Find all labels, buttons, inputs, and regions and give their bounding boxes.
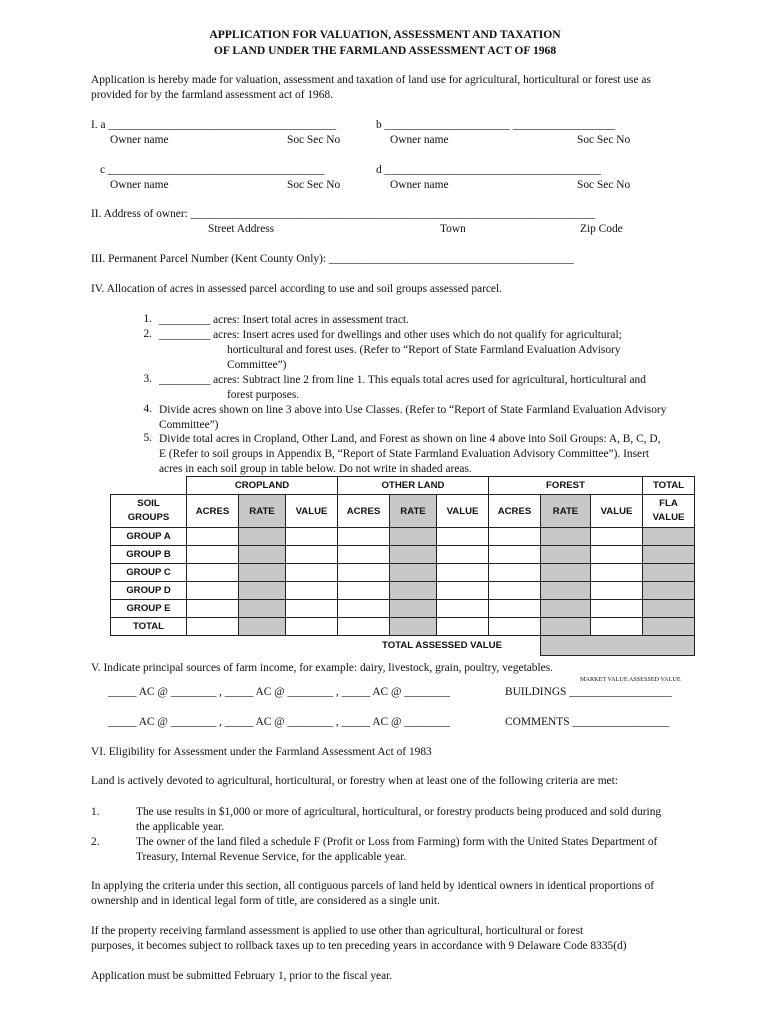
table-cell[interactable] <box>489 528 541 546</box>
income-acres-line-2[interactable]: _____ AC @ ________ , _____ AC @ ________ , _____ AC @ ________ <box>108 716 450 728</box>
zip-code-label: Zip Code <box>580 223 623 235</box>
table-cell <box>390 618 437 636</box>
table-cell[interactable] <box>437 528 489 546</box>
forest-header: FOREST <box>489 477 643 495</box>
row-label: GROUP B <box>111 546 187 564</box>
cropland-rate-header: RATE <box>239 495 286 528</box>
item-3-number: 3. <box>143 373 152 385</box>
table-cell <box>239 528 286 546</box>
comments-field[interactable]: COMMENTS _________________ <box>505 716 670 728</box>
forest-value-header: VALUE <box>591 495 643 528</box>
owner-address-field[interactable]: II. Address of owner: _______________________________________________________________________ <box>91 208 596 220</box>
table-cell[interactable] <box>286 600 338 618</box>
table-cell[interactable] <box>437 564 489 582</box>
table-cell[interactable] <box>338 528 390 546</box>
item-4-line-1: Divide acres shown on line 3 above into Use Classes. (Refer to “Report of State Farmland Evaluation Advisory <box>159 404 667 416</box>
forest-rate-header: RATE <box>541 495 591 528</box>
table-cell[interactable] <box>187 564 239 582</box>
buildings-field[interactable]: BUILDINGS __________________ <box>505 686 672 698</box>
row-label: GROUP A <box>111 528 187 546</box>
table-cell[interactable] <box>591 564 643 582</box>
income-acres-line-1[interactable]: _____ AC @ ________ , _____ AC @ ________ , _____ AC @ ________ <box>108 686 450 698</box>
table-cell[interactable] <box>591 600 643 618</box>
table-cell <box>541 546 591 564</box>
item-4-number: 4. <box>143 403 152 415</box>
cropland-acres-header: ACRES <box>187 495 239 528</box>
contiguous-line-1: In applying the criteria under this section, all contiguous parcels of land held by identical owners in identical proportions of <box>91 880 655 892</box>
table-cell <box>541 564 591 582</box>
section-5-heading: V. Indicate principal sources of farm income, for example: dairy, livestock, grain, poultry, vegetables. <box>91 662 554 674</box>
table-cell <box>541 528 591 546</box>
row-label: GROUP C <box>111 564 187 582</box>
table-cell[interactable] <box>338 618 390 636</box>
table-body <box>111 528 695 636</box>
table-cell <box>390 564 437 582</box>
item-3-line-2: forest purposes. <box>227 389 300 401</box>
soil-label: SOIL <box>137 498 160 509</box>
table-cell[interactable] <box>286 528 338 546</box>
form-title-line-1: APPLICATION FOR VALUATION, ASSESSMENT AND TAXATION <box>209 28 561 41</box>
table-cell[interactable] <box>591 582 643 600</box>
criteria-intro: Land is actively devoted to agricultural, horticultural, or forestry when at least one of the following criteria are met: <box>91 775 618 787</box>
table-cell <box>643 582 695 600</box>
item-2-text <box>159 328 729 373</box>
item-1-number: 1. <box>143 313 152 325</box>
item-2-number: 2. <box>143 328 152 340</box>
criteria-1-number: 1. <box>91 806 100 818</box>
table-corner <box>111 477 187 495</box>
section-6-heading: VI. Eligibility for Assessment under the Farmland Assessment Act of 1983 <box>91 746 432 758</box>
table-cell[interactable] <box>286 618 338 636</box>
table-cell <box>239 582 286 600</box>
item-2-line-2: horticultural and forest uses. (Refer to “Report of State Farmland Evaluation Advisory <box>227 344 621 356</box>
deadline-note: Application must be submitted February 1, prior to the fiscal year. <box>91 970 393 982</box>
intro-line-1: Application is hereby made for valuation, assessment and taxation of land use for agricultural, horticultural or forest use as <box>91 74 651 86</box>
owner-a-name-label: Owner name <box>110 134 169 146</box>
criteria-1-line-2: the applicable year. <box>136 821 225 833</box>
table-cell[interactable] <box>187 600 239 618</box>
table-cell[interactable] <box>437 600 489 618</box>
table-cell <box>541 618 591 636</box>
table-cell <box>239 546 286 564</box>
table-cell[interactable] <box>489 546 541 564</box>
owner-b-name-label: Owner name <box>390 134 449 146</box>
table-cell[interactable] <box>489 618 541 636</box>
table-cell[interactable] <box>437 546 489 564</box>
criteria-2-number: 2. <box>91 836 100 848</box>
cropland-value-header: VALUE <box>286 495 338 528</box>
table-cell <box>239 564 286 582</box>
other-rate-header: RATE <box>390 495 437 528</box>
owner-c-name-label: Owner name <box>110 179 169 191</box>
item-3-line-1: _________ acres: Subtract line 2 from line 1. This equals total acres used for agricultural, horticultural and <box>159 374 646 386</box>
owner-d-field[interactable]: d ______________________________________ <box>376 164 601 176</box>
parcel-number-field[interactable]: III. Permanent Parcel Number (Kent County Only): ___________________________________________ <box>91 253 574 265</box>
table-cell[interactable] <box>286 582 338 600</box>
item-2-line-1: _________ acres: Insert acres used for dwellings and other uses which do not qualify for agricultural; <box>159 329 622 341</box>
criteria-1-line-1: The use results in $1,000 or more of agricultural, horticultural, or forestry products being produced and sold during <box>136 806 662 818</box>
row-label: GROUP D <box>111 582 187 600</box>
total-assessed-value-cell[interactable] <box>541 636 695 656</box>
fla-value-header <box>643 495 695 528</box>
other-acres-header: ACRES <box>338 495 390 528</box>
table-row <box>111 546 695 564</box>
table-row <box>111 618 695 636</box>
rollback-line-2: purposes, it becomes subject to rollback taxes up to ten preceding years in accordance with 9 Delaware Code 8335(d) <box>91 940 627 952</box>
town-label: Town <box>440 223 466 235</box>
table-cell <box>390 582 437 600</box>
item-5-number: 5. <box>143 432 152 444</box>
table-cell[interactable] <box>591 528 643 546</box>
owner-b-ssn-label: Soc Sec No <box>577 134 631 146</box>
table-cell <box>643 564 695 582</box>
table-row <box>111 528 695 546</box>
item-3-text <box>159 373 729 403</box>
table-cell[interactable] <box>187 582 239 600</box>
table-cell[interactable] <box>338 600 390 618</box>
table-cell[interactable] <box>187 546 239 564</box>
table-cell <box>239 618 286 636</box>
fla-label: FLA <box>659 498 678 509</box>
fla-value-label: VALUE <box>652 512 685 523</box>
owner-a-field[interactable]: I. a ________________________________________ <box>91 119 337 131</box>
item-2-line-3: Committee”) <box>227 359 287 371</box>
owner-c-ssn-label: Soc Sec No <box>287 179 341 191</box>
other-land-header: OTHER LAND <box>338 477 489 495</box>
table-cell[interactable] <box>591 618 643 636</box>
table-cell <box>541 600 591 618</box>
owner-b-field[interactable]: b ______________________ __________________ <box>376 119 616 131</box>
owner-d-name-label: Owner name <box>390 179 449 191</box>
table-row <box>111 582 695 600</box>
item-5-line-1: Divide total acres in Cropland, Other Land, and Forest as shown on line 4 above into Soil Groups: A, B, C, D, <box>159 433 661 445</box>
table-cell[interactable] <box>338 564 390 582</box>
table-cell <box>541 582 591 600</box>
groups-label: GROUPS <box>127 512 170 523</box>
table-cell[interactable] <box>338 582 390 600</box>
table-cell[interactable] <box>338 546 390 564</box>
item-5-line-2: E (Refer to soil groups in Appendix B, “Report of State Farmland Evaluation Advisory Committee”). Insert <box>159 448 650 460</box>
forest-acres-header: ACRES <box>489 495 541 528</box>
intro-line-2: provided for by the farmland assessment act of 1968. <box>91 89 333 101</box>
criteria-2-line-2: Treasury, Internal Revenue Service, for the applicable year. <box>136 851 407 863</box>
table-cell[interactable] <box>437 582 489 600</box>
item-5-line-3: acres in each soil group in table below. Do not write in shaded areas. <box>159 463 472 475</box>
item-1-line: _________ acres: Insert total acres in assessment tract. <box>159 314 409 326</box>
table-cell <box>390 528 437 546</box>
owner-a-ssn-label: Soc Sec No <box>287 134 341 146</box>
table-cell[interactable] <box>187 618 239 636</box>
item-1-text <box>159 313 729 328</box>
other-value-header: VALUE <box>437 495 489 528</box>
item-4-line-2: Committee”) <box>159 419 219 431</box>
market-assessed-value-label: MARKET VALUE ASSESSED VALUE <box>580 676 681 683</box>
table-cell <box>390 546 437 564</box>
soil-groups-header <box>111 495 187 528</box>
table-cell <box>643 600 695 618</box>
table-cell[interactable] <box>591 546 643 564</box>
street-address-label: Street Address <box>208 223 275 235</box>
table-row <box>111 600 695 618</box>
table-cell[interactable] <box>489 564 541 582</box>
table-cell[interactable] <box>489 600 541 618</box>
section-4-heading: IV. Allocation of acres in assessed parcel according to use and soil groups assessed parcel. <box>91 283 502 295</box>
table-cell[interactable] <box>286 564 338 582</box>
owner-d-ssn-label: Soc Sec No <box>577 179 631 191</box>
owner-c-field[interactable]: c ______________________________________ <box>100 164 325 176</box>
table-cell <box>390 600 437 618</box>
table-cell <box>643 546 695 564</box>
item-4-text <box>159 403 729 433</box>
table-row <box>111 564 695 582</box>
form-title-line-2: OF LAND UNDER THE FARMLAND ASSESSMENT ACT OF 1968 <box>213 44 557 57</box>
table-cell[interactable] <box>187 528 239 546</box>
table-cell[interactable] <box>489 582 541 600</box>
cropland-header: CROPLAND <box>187 477 338 495</box>
total-header: TOTAL <box>643 477 695 495</box>
row-label: GROUP E <box>111 600 187 618</box>
contiguous-line-2: ownership and in identical legal form of title, are considered as a single unit. <box>91 895 440 907</box>
criteria-2-line-1: The owner of the land filed a schedule F (Profit or Loss from Farming) form with the United States Department of <box>136 836 658 848</box>
table-cell <box>239 600 286 618</box>
item-5-text <box>159 432 729 477</box>
row-label: TOTAL <box>111 618 187 636</box>
total-assessed-value-label: TOTAL ASSESSED VALUE <box>382 640 502 651</box>
table-cell[interactable] <box>437 618 489 636</box>
table-cell <box>643 618 695 636</box>
soil-group-table <box>110 476 695 656</box>
rollback-line-1: If the property receiving farmland assessment is applied to use other than agricultural, horticultural or forest <box>91 925 584 937</box>
table-cell <box>643 528 695 546</box>
table-cell[interactable] <box>286 546 338 564</box>
